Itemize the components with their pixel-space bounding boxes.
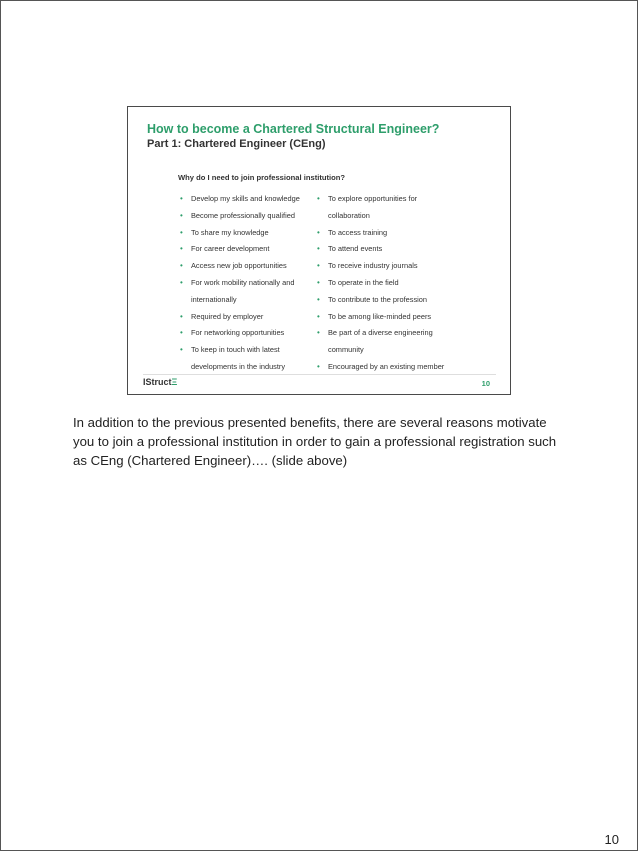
reason-text: For networking opportunities xyxy=(191,328,285,338)
bullet-icon: • xyxy=(180,345,183,355)
bullet-icon: • xyxy=(180,328,183,338)
reason-text: Develop my skills and knowledge xyxy=(191,194,300,203)
logo-text: IStruct xyxy=(143,377,172,387)
reason-text: To share my knowledge xyxy=(191,227,269,237)
reason-text: To be among like-minded peers xyxy=(328,311,432,321)
bullet-icon: • xyxy=(180,194,183,203)
reason-item xyxy=(317,309,467,326)
reason-item xyxy=(317,191,467,225)
bullet-icon: • xyxy=(317,294,320,304)
reason-item xyxy=(317,325,467,359)
reason-item xyxy=(180,258,330,275)
slide-thumbnail xyxy=(127,106,511,395)
slide-number: 10 xyxy=(481,379,490,388)
slide-footer-divider xyxy=(143,374,496,375)
reason-text: internationally xyxy=(191,294,237,304)
reason-item xyxy=(180,241,330,258)
reason-text: To receive industry journals xyxy=(328,261,418,271)
slide-subtitle: Part 1: Chartered Engineer (CEng) xyxy=(147,138,326,150)
bullet-icon: • xyxy=(317,277,320,287)
notes-line: you to join a professional institution in order to gain a professional registration such xyxy=(73,434,557,449)
bullet-icon: • xyxy=(317,194,320,203)
bullet-icon: • xyxy=(317,244,320,254)
reason-item xyxy=(180,191,330,208)
bullet-icon: • xyxy=(317,311,320,321)
reason-item xyxy=(317,258,467,275)
reasons-list-left xyxy=(180,191,330,376)
reason-text: To operate in the field xyxy=(328,277,399,287)
bullet-icon: • xyxy=(317,261,320,271)
reason-text: To access training xyxy=(328,227,388,237)
istructe-logo xyxy=(143,377,177,387)
reason-text: developments in the industry xyxy=(191,361,286,371)
reason-item xyxy=(180,225,330,242)
reason-text: To attend events xyxy=(328,244,383,254)
bullet-icon: • xyxy=(180,244,183,254)
reason-item xyxy=(317,241,467,258)
notes-line: In addition to the previous presented benefits, there are several reasons motivate xyxy=(73,415,547,430)
reason-text: community xyxy=(328,345,364,355)
reason-text: To keep in touch with latest xyxy=(191,345,280,355)
bullet-icon: • xyxy=(180,277,183,287)
reason-item xyxy=(180,342,330,376)
bullet-icon: • xyxy=(180,311,183,321)
reason-text: For career development xyxy=(191,244,270,254)
reason-text: Be part of a diverse engineering xyxy=(328,328,433,338)
reason-text: To contribute to the profession xyxy=(328,294,428,304)
bullet-icon: • xyxy=(317,227,320,237)
bullet-icon: • xyxy=(317,328,320,338)
reason-text: Access new job opportunities xyxy=(191,261,287,271)
speaker-notes xyxy=(73,413,573,470)
reason-item xyxy=(317,275,467,292)
reason-text: Become professionally qualified xyxy=(191,210,295,220)
reason-item xyxy=(180,309,330,326)
notes-line: as CEng (Chartered Engineer)…. (slide above) xyxy=(73,453,348,468)
reasons-list-right xyxy=(317,191,467,376)
reason-text: collaboration xyxy=(328,210,370,220)
reason-item xyxy=(180,275,330,309)
bullet-icon: • xyxy=(317,361,320,371)
reason-item xyxy=(180,208,330,225)
slide-question: Why do I need to join professional institution? xyxy=(178,173,346,182)
reason-item xyxy=(180,325,330,342)
page-number: 10 xyxy=(604,832,619,847)
logo-mark-icon: Ξ xyxy=(171,377,178,387)
reason-text: For work mobility nationally and xyxy=(191,277,295,287)
reason-item xyxy=(317,292,467,309)
bullet-icon: • xyxy=(180,261,183,271)
reason-item xyxy=(317,225,467,242)
bullet-icon: • xyxy=(180,210,183,220)
slide-title: How to become a Chartered Structural Engineer? xyxy=(147,122,440,136)
reason-text: To explore opportunities for xyxy=(328,194,418,203)
reason-text: Encouraged by an existing member xyxy=(328,361,445,371)
reason-text: Required by employer xyxy=(191,311,264,321)
bullet-icon: • xyxy=(180,227,183,237)
